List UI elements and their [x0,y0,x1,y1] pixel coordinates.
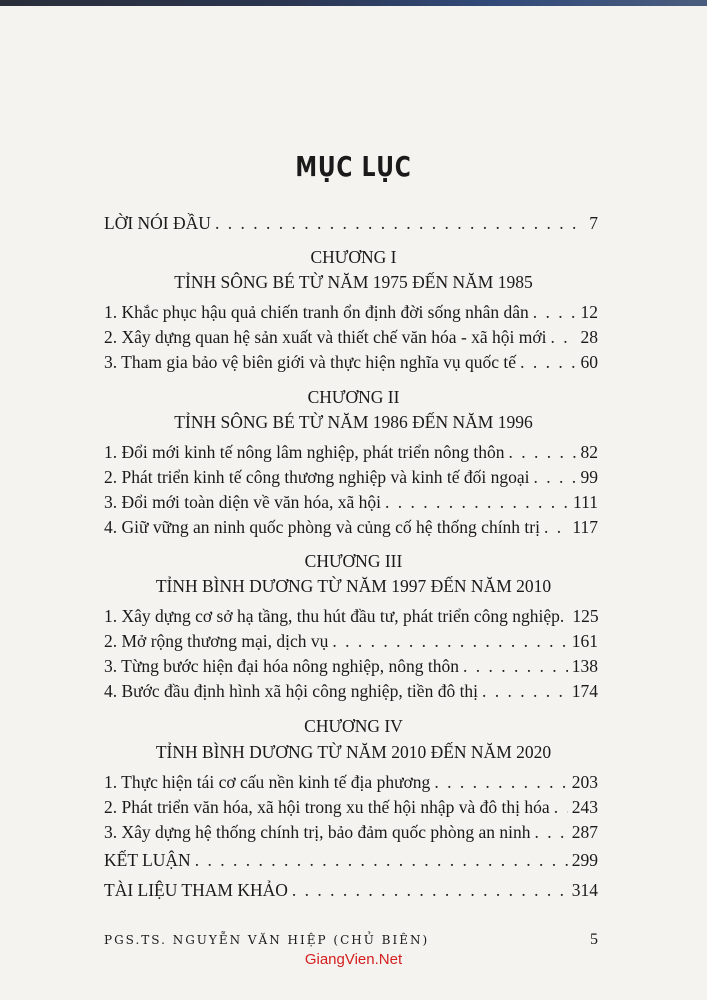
toc-entry[interactable] [104,467,598,489]
leader-dots [534,467,577,488]
chapter-heading: CHƯƠNG II [307,387,400,407]
toc-entry-page: 82 [580,442,598,462]
leader-dots [551,327,577,348]
toc-entry-page: 161 [571,631,598,651]
toc-entry-label: 3. Đổi mới toàn diện về văn hóa, xã hội [104,492,382,512]
toc-entry-page: 7 [589,213,598,233]
toc-entry[interactable] [104,631,598,653]
toc-entry-page: 117 [572,517,598,537]
chapter-subtitle: TỈNH SÔNG BÉ TỪ NĂM 1975 ĐẾN NĂM 1985 [174,272,533,292]
toc-entry-page: 28 [580,327,598,347]
leader-dots [509,442,577,463]
toc-entry-label: 4. Giữ vững an ninh quốc phòng và củng cố hệ thống chính trị [104,517,540,537]
toc-entry-page: 287 [571,822,598,842]
toc-entry-page: 314 [571,880,598,900]
leader-dots [332,631,567,652]
toc-entry[interactable] [104,327,598,349]
toc-entry-conclusion[interactable] [104,850,598,872]
leader-dots [463,656,568,677]
leader-dots [520,352,576,373]
leader-dots [554,797,568,818]
toc-entry-label: 1. Khắc phục hậu quả chiến tranh ổn định đời sống nhân dân [104,302,529,322]
toc-entry[interactable] [104,656,598,678]
running-footer-author: PGS.TS. NGUYỄN VĂN HIỆP (CHỦ BIÊN) [104,933,430,947]
toc-entry[interactable] [104,797,598,819]
leader-dots [544,517,568,538]
toc-entry-intro[interactable] [104,213,598,235]
toc-entry[interactable] [104,442,598,464]
book-cover-edge [0,0,707,6]
toc-entry-label: KẾT LUẬN [104,850,191,870]
toc-entry-label: TÀI LIỆU THAM KHẢO [104,880,288,900]
chapter-subtitle: TỈNH BÌNH DƯƠNG TỪ NĂM 2010 ĐẾN NĂM 2020 [155,742,552,762]
toc-entry-page: 138 [571,656,598,676]
leader-dots [482,681,568,702]
toc-entry-page: 99 [580,467,598,487]
toc-entry-page: 111 [573,492,598,512]
toc-entry[interactable] [104,606,598,628]
toc-entry-page: 299 [571,850,598,870]
chapter-heading: CHƯƠNG I [310,247,397,267]
chapter-heading: CHƯƠNG III [304,551,403,571]
toc-entry-label: 3. Tham gia bảo vệ biên giới và thực hiện nghĩa vụ quốc tế [104,352,517,372]
toc-entry[interactable] [104,772,598,794]
leader-dots [195,850,568,871]
toc-entry-page: 174 [571,681,598,701]
leader-dots [385,492,569,513]
toc-entry-page: 60 [580,352,598,372]
toc-entry-page: 12 [580,302,598,322]
toc-entry-page: 243 [571,797,598,817]
toc-entry[interactable] [104,681,598,703]
toc-entry-label: 4. Bước đầu định hình xã hội công nghiệp, tiền đô thị [104,681,479,701]
toc-entry-references[interactable] [104,880,598,902]
leader-dots [533,302,577,323]
toc-entry-label: 2. Xây dựng quan hệ sản xuất và thiết chế văn hóa - xã hội mới [104,327,547,347]
toc-entry-label: LỜI NÓI ĐẦU [104,213,211,233]
page-number: 5 [590,931,598,948]
toc-entry-page: 203 [571,772,598,792]
chapter-heading: CHƯƠNG IV [304,716,403,736]
toc-entry[interactable] [104,352,598,374]
chapter-subtitle: TỈNH BÌNH DƯƠNG TỪ NĂM 1997 ĐẾN NĂM 2010 [155,576,552,596]
toc-entry-label: 2. Phát triển văn hóa, xã hội trong xu thế hội nhập và đô thị hóa [104,797,550,817]
toc-entry[interactable] [104,822,598,844]
toc-entry-label: 1. Xây dựng cơ sở hạ tầng, thu hút đầu tư, phát triển công nghiệp. [104,606,565,626]
toc-entry-label: 1. Thực hiện tái cơ cấu nền kinh tế địa phương [104,772,431,792]
leader-dots [535,822,568,843]
page-title: MỤC LỤC [295,150,412,183]
toc-entry[interactable] [104,517,598,539]
toc-entry-page: 125 [572,606,599,626]
toc-entry-label: 1. Đổi mới kinh tế nông lâm nghiệp, phát triển nông thôn [104,442,505,462]
leader-dots [215,213,585,234]
leader-dots [292,880,568,901]
toc-entry[interactable] [104,492,598,514]
toc-entry-label: 3. Xây dựng hệ thống chính trị, bảo đảm quốc phòng an ninh [104,822,531,842]
toc-entry[interactable] [104,302,598,324]
toc-entry-label: 2. Phát triển kinh tế công thương nghiệp và kinh tế đối ngoại [104,467,530,487]
watermark-text: GiangVien.Net [304,951,403,968]
leader-dots [434,772,567,793]
toc-entry-label: 3. Từng bước hiện đại hóa nông nghiệp, nông thôn [104,656,460,676]
chapter-subtitle: TỈNH SÔNG BÉ TỪ NĂM 1986 ĐẾN NĂM 1996 [174,412,533,432]
toc-entry-label: 2. Mở rộng thương mại, dịch vụ [104,631,329,651]
